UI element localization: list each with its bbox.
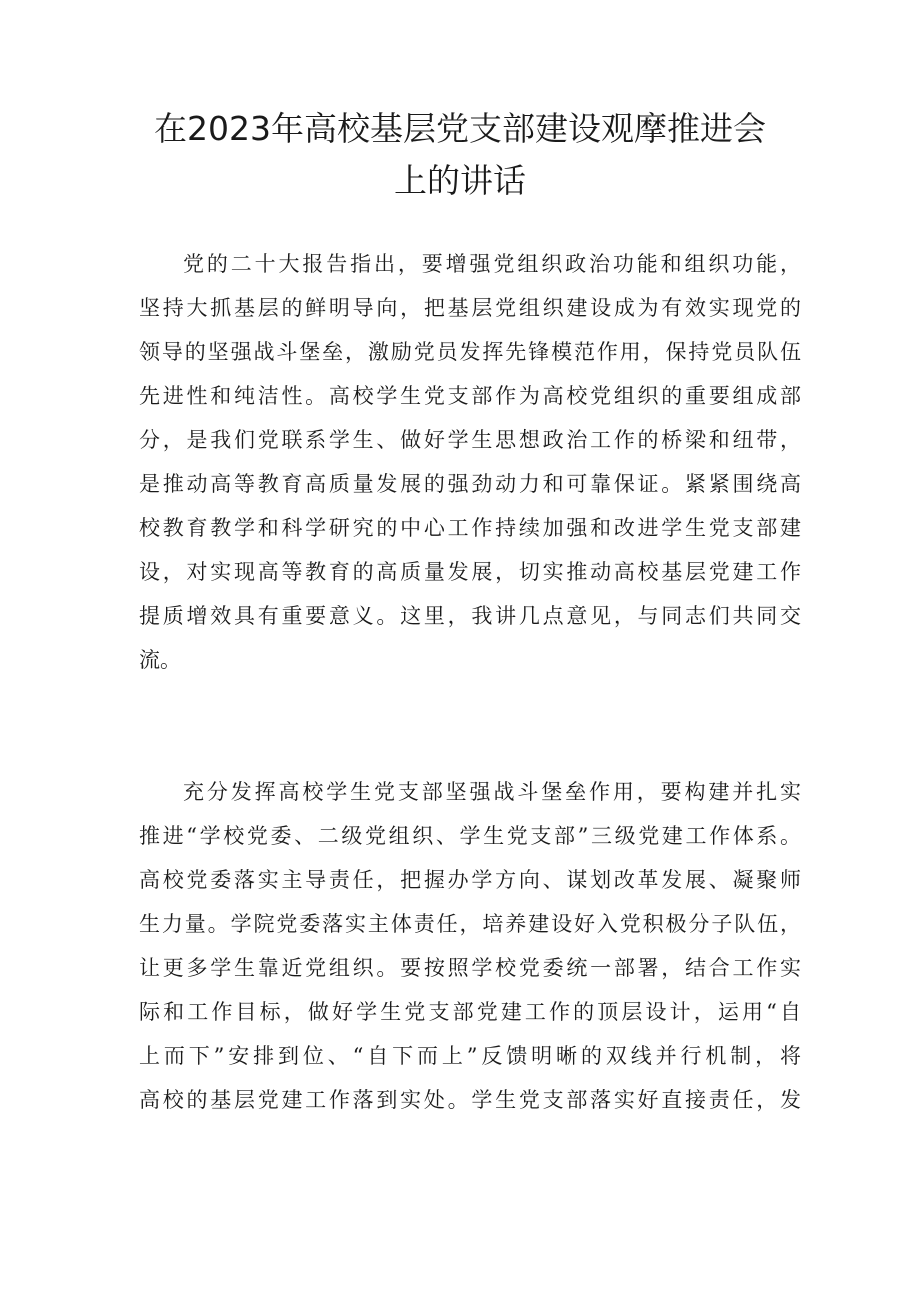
text-line: 提质增效具有重要意义。这里，我讲几点意见，与同志们共同交 (139, 604, 801, 628)
title-line: 上的讲话 (394, 161, 526, 200)
text-line: 设，对实现高等教育的高质量发展，切实推动高校基层党建工作 (139, 560, 801, 584)
text-line: 高校党委落实主导责任，把握办学方向、谋划改革发展、凝聚师 (139, 868, 801, 892)
text-line: 流。 (139, 648, 181, 672)
text-line: 推进“学校党委、二级党组织、学生党支部”三级党建工作体系。 (139, 824, 801, 848)
title-line: 在2023年高校基层党支部建设观摩推进会 (154, 109, 766, 148)
text-line: 充分发挥高校学生党支部坚强战斗堡垒作用，要构建并扎实 (183, 780, 801, 804)
text-line: 生力量。学院党委落实主体责任，培养建设好入党积极分子队伍， (139, 912, 801, 936)
text-line: 让更多学生靠近党组织。要按照学校党委统一部署，结合工作实 (139, 956, 801, 980)
text-line: 先进性和纯洁性。高校学生党支部作为高校党组织的重要组成部 (139, 384, 801, 408)
text-line: 校教育教学和科学研究的中心工作持续加强和改进学生党支部建 (139, 516, 801, 540)
paragraph-2 (139, 770, 801, 1122)
text-line: 坚持大抓基层的鲜明导向，把基层党组织建设成为有效实现党的 (139, 296, 801, 320)
text-line: 上而下”安排到位、“自下而上”反馈明晰的双线并行机制，将 (139, 1044, 801, 1068)
document-title (120, 103, 800, 207)
text-line: 党的二十大报告指出，要增强党组织政治功能和组织功能， (183, 252, 801, 276)
paragraph-1 (139, 242, 801, 682)
text-line: 是推动高等教育高质量发展的强劲动力和可靠保证。紧紧围绕高 (139, 472, 801, 496)
text-line: 际和工作目标，做好学生党支部党建工作的顶层设计，运用“自 (139, 1000, 801, 1024)
text-line: 领导的坚强战斗堡垒，激励党员发挥先锋模范作用，保持党员队伍 (139, 340, 801, 364)
text-line: 高校的基层党建工作落到实处。学生党支部落实好直接责任，发 (139, 1088, 801, 1112)
text-line: 分，是我们党联系学生、做好学生思想政治工作的桥梁和纽带， (139, 428, 801, 452)
